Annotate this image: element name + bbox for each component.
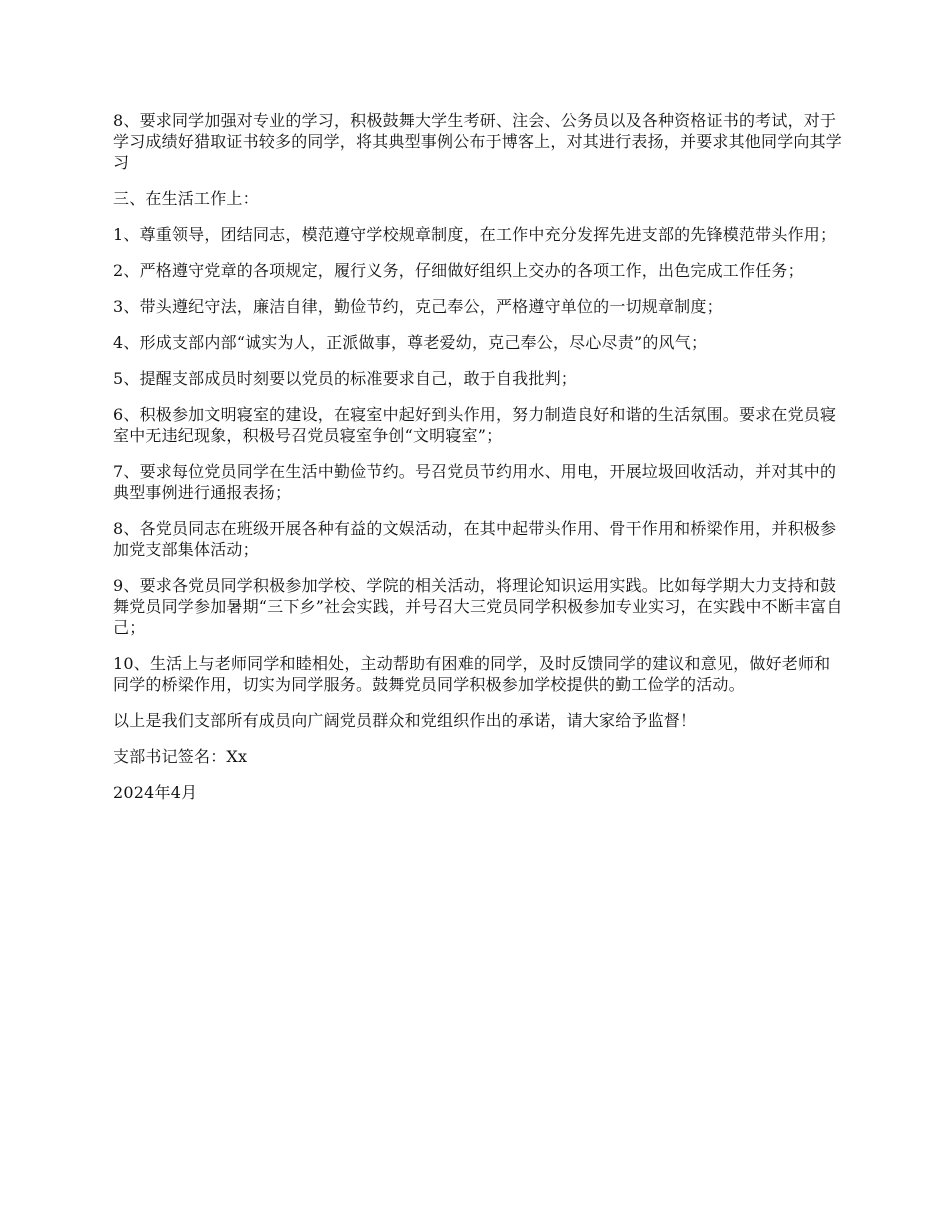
paragraph-life-item-7: 7、要求每位党员同学在生活中勤俭节约。号召党员节约用水、用电，开展垃圾回收活动，并对其中的典型事例进行通报表扬； [113, 462, 837, 502]
paragraph-life-item-2: 2、严格遵守党章的各项规定，履行义务，仔细做好组织上交办的各项工作，出色完成工作任务； [113, 261, 804, 280]
document-body [113, 110, 843, 818]
paragraph-life-item-10: 10、生活上与老师同学和睦相处，主动帮助有困难的同学，及时反馈同学的建议和意见，做好老师和同学的桥梁作用，切实为同学服务。鼓舞党员同学积极参加学校提供的勤工俭学的活动。 [113, 654, 831, 694]
date-line: 2024年4月 [113, 783, 198, 802]
closing-statement: 以上是我们支部所有成员向广阔党员群众和党组织作出的承诺，请大家给予监督！ [113, 711, 697, 730]
signature-line: 支部书记签名：Xx [113, 747, 248, 766]
paragraph-life-item-8: 8、各党员同志在班级开展各种有益的文娱活动，在其中起带头作用、骨干作用和桥梁作用，并积极参加党支部集体活动； [113, 519, 837, 559]
paragraph-life-item-9: 9、要求各党员同学积极参加学校、学院的相关活动，将理论知识运用实践。比如每学期大力支持和鼓舞党员同学参加暑期“三下乡”社会实践，并号召大三党员同学积极参加专业实习，在实践中不断丰富自己； [113, 576, 843, 637]
paragraph-life-item-4: 4、形成支部内部“诚实为人，正派做事，尊老爱幼，克己奉公，尽心尽责”的风气； [113, 333, 708, 352]
section-heading-life-work: 三、在生活工作上： [113, 189, 259, 208]
paragraph-life-item-6: 6、积极参加文明寝室的建设，在寝室中起好到头作用，努力制造良好和谐的生活氛围。要求在党员寝室中无违纪现象，积极号召党员寝室争创“文明寝室”； [113, 405, 837, 445]
paragraph-life-item-1: 1、尊重领导，团结同志，模范遵守学校规章制度，在工作中充分发挥先进支部的先锋模范带头作用； [113, 225, 837, 244]
paragraph-life-item-3: 3、带头遵纪守法，廉洁自律，勤俭节约，克己奉公，严格遵守单位的一切规章制度； [113, 297, 723, 316]
paragraph-life-item-5: 5、提醒支部成员时刻要以党员的标准要求自己，敢于自我批判； [113, 369, 577, 388]
paragraph-study-item-8: 8、要求同学加强对专业的学习，积极鼓舞大学生考研、注会、公务员以及各种资格证书的考试，对于学习成绩好猎取证书较多的同学，将其典型事例公布于博客上，对其进行表扬，并要求其他同学向其学习 [113, 111, 843, 172]
